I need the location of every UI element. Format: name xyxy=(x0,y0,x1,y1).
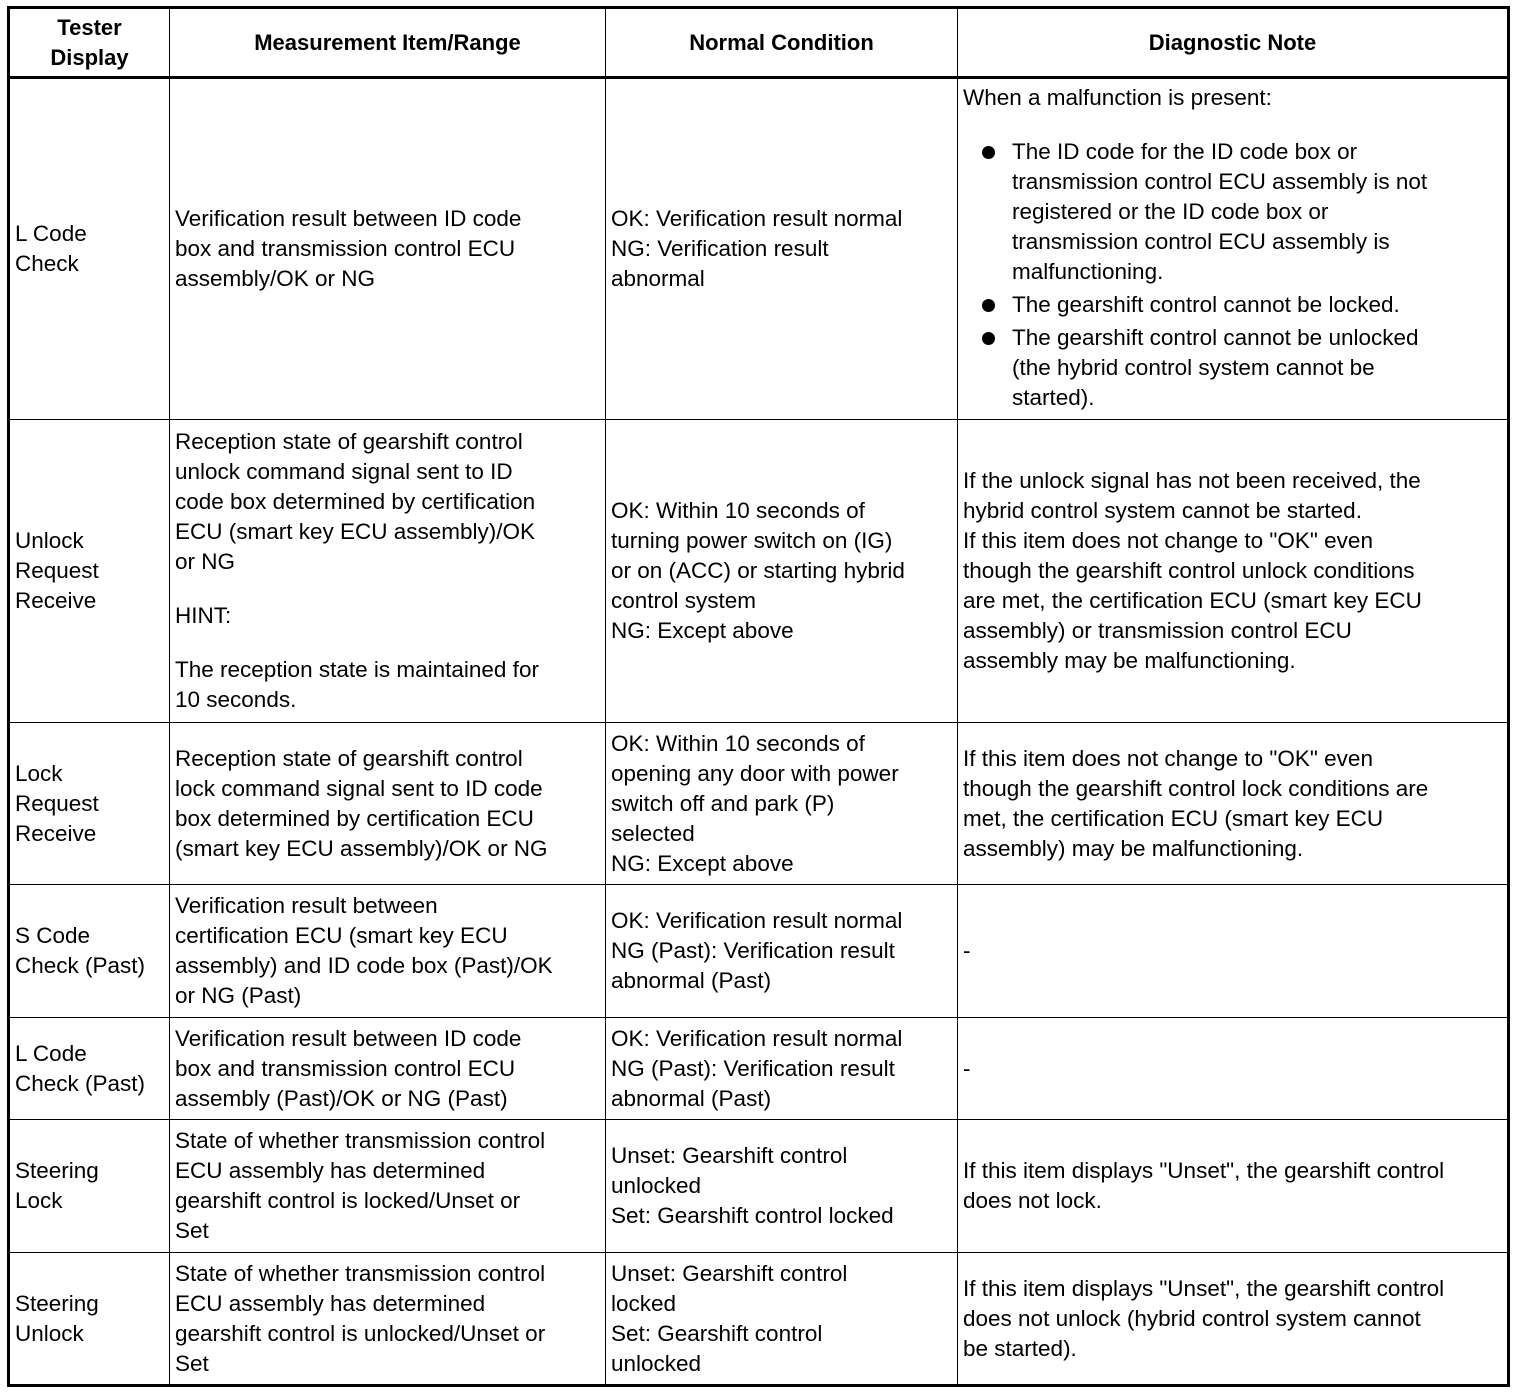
cell-measurement: Verification result between certification ECU (smart key ECU assembly) and ID code box (Past)/OK or NG (Past) xyxy=(170,885,606,1018)
cell-diagnostic-note: If this item displays "Unset", the gearshift control does not unlock (hybrid control system cannot be started). xyxy=(958,1253,1509,1386)
header-measurement-item: Measurement Item/Range xyxy=(170,8,606,78)
cell-normal-condition: OK: Within 10 seconds of opening any door with power switch off and park (P) selected NG: Except above xyxy=(606,723,958,885)
cell-tester-display: L Code Check xyxy=(9,78,170,420)
bullet-icon xyxy=(982,332,995,345)
cell-measurement: Reception state of gearshift control lock command signal sent to ID code box determined by certification ECU (smart key ECU assembly)/OK or NG xyxy=(170,723,606,885)
bullet-icon xyxy=(982,146,995,159)
measurement-text: Reception state of gearshift control unlock command signal sent to ID code box determined by certification ECU (smart key ECU assembly)/OK or NG xyxy=(175,429,536,574)
table-row xyxy=(9,1018,1509,1120)
note-bullet xyxy=(963,290,1502,320)
note-bullet xyxy=(963,323,1502,413)
header-row xyxy=(9,8,1509,78)
bullet-icon xyxy=(982,299,995,312)
table-row xyxy=(9,420,1509,723)
cell-normal-condition: OK: Verification result normal NG (Past): Verification result abnormal (Past) xyxy=(606,1018,958,1120)
cell-diagnostic-note: If this item does not change to "OK" even though the gearshift control lock conditions are met, the certification ECU (smart key ECU assembly) may be malfunctioning. xyxy=(958,723,1509,885)
header-diagnostic-note: Diagnostic Note xyxy=(958,8,1509,78)
cell-diagnostic-note: If this item displays "Unset", the gearshift control does not lock. xyxy=(958,1120,1509,1253)
header-tester-display: Tester Display xyxy=(9,8,170,78)
cell-tester-display: L Code Check (Past) xyxy=(9,1018,170,1120)
cell-measurement: Verification result between ID code box and transmission control ECU assembly (Past)/OK or NG (Past) xyxy=(170,1018,606,1120)
data-list-table xyxy=(7,6,1510,1387)
note-bullet-text: The gearshift control cannot be unlocked (the hybrid control system cannot be started). xyxy=(1012,324,1419,410)
cell-measurement: Verification result between ID code box and transmission control ECU assembly/OK or NG xyxy=(170,78,606,420)
table-row xyxy=(9,1253,1509,1386)
cell-normal-condition: Unset: Gearshift control unlocked Set: Gearshift control locked xyxy=(606,1120,958,1253)
cell-tester-display: S Code Check (Past) xyxy=(9,885,170,1018)
cell-tester-display: Unlock Request Receive xyxy=(9,420,170,723)
cell-measurement: State of whether transmission control ECU assembly has determined gearshift control is locked/Unset or Set xyxy=(170,1120,606,1253)
header-normal-condition: Normal Condition xyxy=(606,8,958,78)
table-body xyxy=(9,78,1509,1386)
cell-diagnostic-note xyxy=(958,78,1509,420)
note-intro: When a malfunction is present: xyxy=(963,84,1272,110)
note-bullet xyxy=(963,137,1502,287)
hint-label: HINT: xyxy=(175,603,232,628)
cell-normal-condition: OK: Verification result normal NG: Verification result abnormal xyxy=(606,78,958,420)
cell-normal-condition: OK: Verification result normal NG (Past): Verification result abnormal (Past) xyxy=(606,885,958,1018)
table-row xyxy=(9,885,1509,1018)
cell-normal-condition: Unset: Gearshift control locked Set: Gearshift control unlocked xyxy=(606,1253,958,1386)
note-bullet-text: The ID code for the ID code box or transmission control ECU assembly is not registered or the ID code box or transmission control ECU assembly is malfunctioning. xyxy=(1012,138,1428,284)
table-row xyxy=(9,723,1509,885)
note-bullet-text: The gearshift control cannot be locked. xyxy=(1012,291,1400,317)
cell-diagnostic-note: If the unlock signal has not been received, the hybrid control system cannot be started. If this item does not change to "OK" even though the gearshift control unlock conditions are met, the certification ECU (smart key ECU assembly) or transmission control ECU assembly may be malfunctioning. xyxy=(958,420,1509,723)
table-row xyxy=(9,1120,1509,1253)
cell-diagnostic-note: - xyxy=(958,1018,1509,1120)
cell-measurement xyxy=(170,420,606,723)
cell-tester-display: Lock Request Receive xyxy=(9,723,170,885)
note-bullet-list xyxy=(963,137,1502,413)
cell-tester-display: Steering Unlock xyxy=(9,1253,170,1386)
hint-text: The reception state is maintained for 10 seconds. xyxy=(175,657,539,712)
cell-diagnostic-note: - xyxy=(958,885,1509,1018)
cell-measurement: State of whether transmission control ECU assembly has determined gearshift control is unlocked/Unset or Set xyxy=(170,1253,606,1386)
table-header xyxy=(9,8,1509,78)
table-row xyxy=(9,78,1509,420)
cell-tester-display: Steering Lock xyxy=(9,1120,170,1253)
cell-normal-condition: OK: Within 10 seconds of turning power switch on (IG) or on (ACC) or starting hybrid control system NG: Except above xyxy=(606,420,958,723)
